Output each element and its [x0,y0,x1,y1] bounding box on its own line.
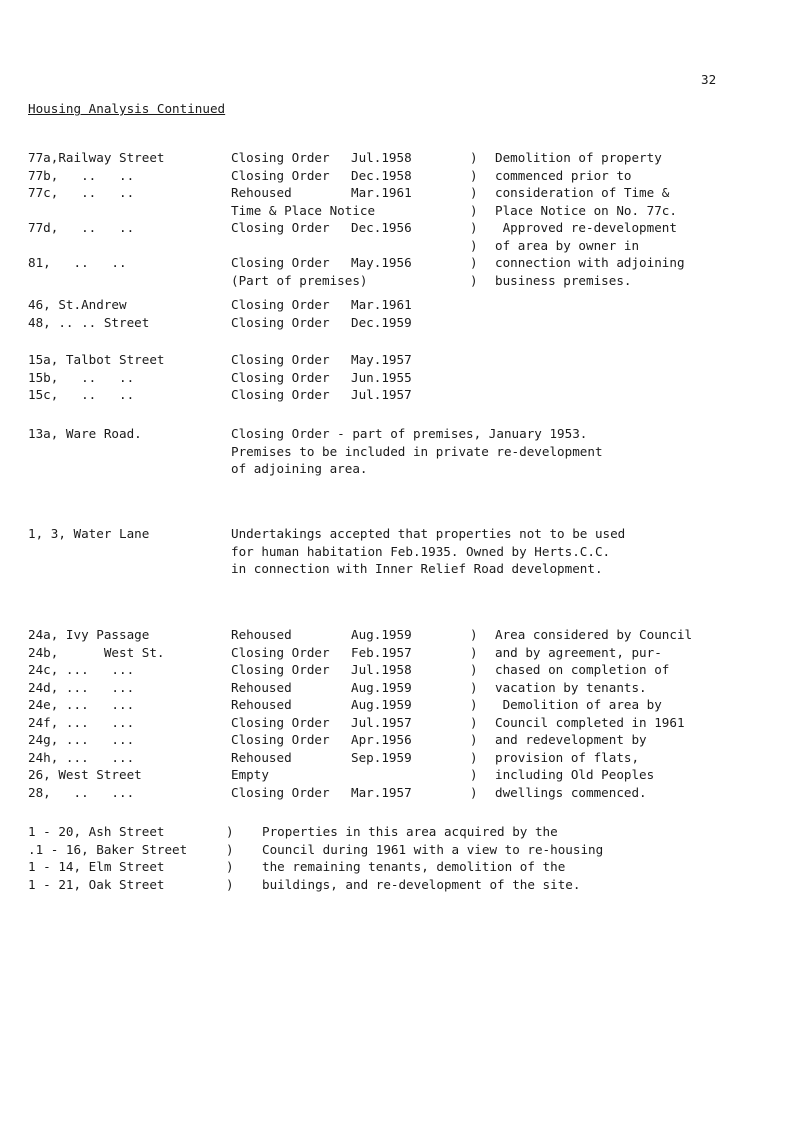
action-date: Aug.1959 [351,697,412,712]
bracket: ) [470,202,478,218]
action-date: Jul.1958 [351,662,412,677]
address: 15a, Talbot Street [28,352,165,367]
note-line: business premises. [495,272,632,288]
note-line: consideration of Time & [495,185,670,200]
note-line: in connection with Inner Relief Road development. [231,561,603,576]
action: Closing Order [231,314,330,330]
bracket: ) [470,220,478,235]
address: 24g, ... ... [28,732,135,747]
action-date: Feb.1957 [351,644,412,660]
bracket: ) [470,662,478,677]
bracket: ) [470,150,478,165]
bracket: ) [470,255,478,270]
bracket: ) [226,876,234,892]
note-line: Premises to be included in private re-development [231,443,603,459]
note-line: dwellings commenced. [495,784,647,800]
address: 77c, .. .. [28,185,135,200]
action-date: Dec.1956 [351,220,412,235]
address: 26, West Street [28,767,142,782]
bracket: ) [470,732,478,747]
address: 77a,Railway Street [28,150,165,165]
bracket: ) [226,841,234,857]
bracket: ) [470,767,478,782]
action: Closing Order [231,714,330,730]
note-line: connection with adjoining [495,255,685,270]
note-line: including Old Peoples [495,767,655,782]
action: Rehoused [231,185,292,200]
address: 28, .. ... [28,784,135,800]
address: 24a, Ivy Passage [28,627,150,642]
note-line: Place Notice on No. 77c. [495,202,677,218]
address: .1 - 16, Baker Street [28,841,188,857]
address: 1 - 21, Oak Street [28,876,165,892]
bracket: ) [470,185,478,200]
address: 1 - 14, Elm Street [28,859,165,874]
action-date: Aug.1959 [351,627,412,642]
address: 24f, ... ... [28,714,135,730]
action: Rehoused [231,679,292,695]
action-date: Mar.1961 [351,185,412,200]
address: 15c, .. .. [28,387,135,402]
action-date: Apr.1956 [351,732,412,747]
action-date: Jul.1957 [351,714,412,730]
action-date: Jun.1955 [351,369,412,385]
action: Empty [231,767,269,782]
note-line: Demolition of property [495,150,662,165]
action: Closing Order [231,297,330,312]
action: Closing Order [231,150,330,165]
note-line: Council completed in 1961 [495,714,685,730]
bracket: ) [470,627,478,642]
address: 24h, ... ... [28,749,135,765]
address: 77d, .. .. [28,220,135,235]
page-title: Housing Analysis Continued [28,101,226,116]
note-line: vacation by tenants. [495,679,647,695]
note-line: Council during 1961 with a view to re-housing [262,841,604,857]
address: 48, .. .. Street [28,314,150,330]
bracket: ) [470,237,478,253]
address: 24c, ... ... [28,662,135,677]
note-line: Undertakings accepted that properties not to be used [231,526,626,541]
action: Closing Order [231,732,330,747]
action-date: Sep.1959 [351,749,412,765]
note-line: Properties in this area acquired by the [262,824,558,839]
bracket: ) [470,644,478,660]
bracket: ) [470,167,478,183]
bracket: ) [470,784,478,800]
note-line: Approved re-development [495,220,677,235]
action-date: Dec.1958 [351,167,412,183]
action: Closing Order [231,352,330,367]
action: Closing Order [231,644,330,660]
note-line: for human habitation Feb.1935. Owned by Herts.C.C. [231,543,611,559]
note-line: and redevelopment by [495,732,647,747]
address: 13a, Ware Road. [28,426,142,441]
action-date: Dec.1959 [351,314,412,330]
note-line: provision of flats, [495,749,640,765]
action: Closing Order [231,220,330,235]
action: Closing Order [231,662,330,677]
action-date: Aug.1959 [351,679,412,695]
address: 24e, ... ... [28,697,135,712]
bracket: ) [470,714,478,730]
address: 15b, .. .. [28,369,135,385]
action: Closing Order [231,387,330,402]
note-line: and by agreement, pur- [495,644,662,660]
address: 1, 3, Water Lane [28,526,150,541]
bracket: ) [470,749,478,765]
note-line: buildings, and re-development of the site. [262,876,581,892]
action-date: Jul.1957 [351,387,412,402]
bracket: ) [470,679,478,695]
action: Rehoused [231,697,292,712]
address: 46, St.Andrew [28,297,127,312]
note-line: commenced prior to [495,167,632,183]
note-line: of area by owner in [495,237,640,253]
note-line: Demolition of area by [495,697,662,712]
action-date: May.1956 [351,255,412,270]
bracket: ) [226,824,234,839]
action-date: Mar.1957 [351,784,412,800]
address: 77b, .. .. [28,167,135,183]
address: 24d, ... ... [28,679,135,695]
note-line: the remaining tenants, demolition of the [262,859,566,874]
action-date: Jul.1958 [351,150,412,165]
action: Closing Order [231,369,330,385]
address: 1 - 20, Ash Street [28,824,165,839]
action: (Part of premises) [231,272,368,288]
action: Rehoused [231,749,292,765]
note-line: of adjoining area. [231,461,368,476]
action: Closing Order [231,784,330,800]
note-line: Area considered by Council [495,627,693,642]
address: 81, .. .. [28,255,127,270]
action-date: May.1957 [351,352,412,367]
action: Closing Order [231,167,330,183]
action: Rehoused [231,627,292,642]
bracket: ) [470,697,478,712]
action: Time & Place Notice [231,202,376,218]
note-line: Closing Order - part of premises, January 1953. [231,426,588,441]
note-line: chased on completion of [495,662,670,677]
page-number: 32 [701,72,717,87]
bracket: ) [470,272,478,288]
action: Closing Order [231,255,330,270]
action-date: Mar.1961 [351,297,412,312]
bracket: ) [226,859,234,874]
address: 24b, West St. [28,644,165,660]
